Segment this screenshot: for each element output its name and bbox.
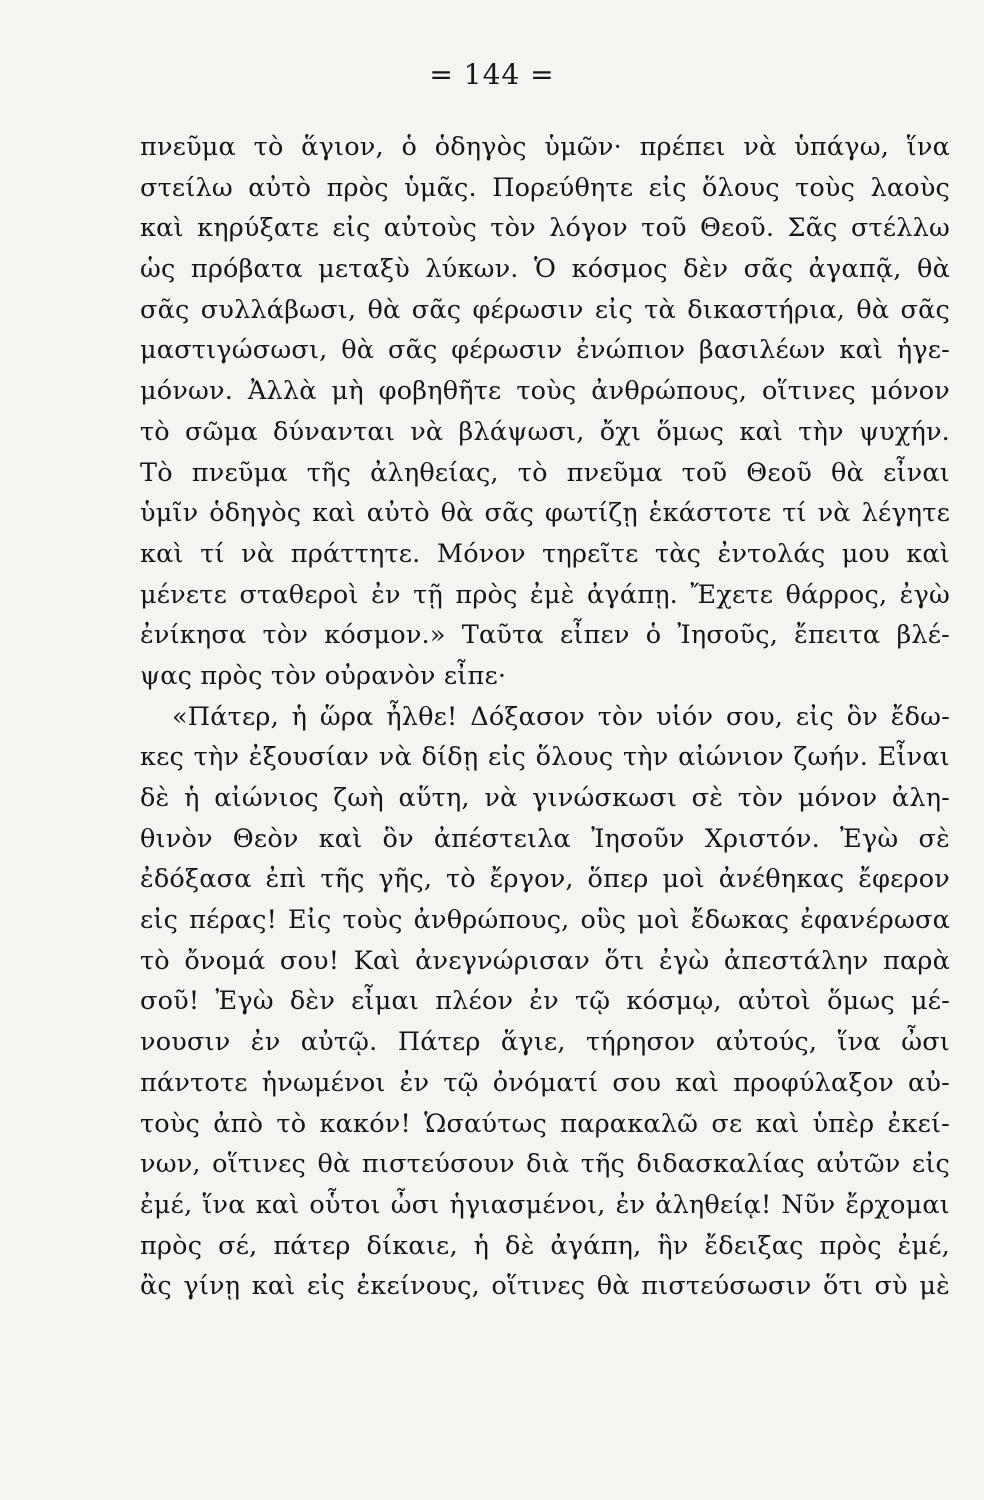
text-line: πρὸς σέ, πάτερ δίκαιε, ἡ δὲ ἀγάπη, ἣν ἔδειξας πρὸς ἐμέ, bbox=[140, 1230, 950, 1261]
text-line: πνεῦμα τὸ ἅγιον, ὁ ὁδηγὸς ὑμῶν· πρέπει νὰ ὑπάγω, ἵνα bbox=[140, 132, 950, 162]
text-line: πάντοτε ἡνωμένοι ἐν τῷ ὀνόματί σου καὶ προφύλαξον αὐ- bbox=[140, 1067, 950, 1098]
text-line: σοῦ! Ἐγὼ δὲν εἶμαι πλέον ἐν τῷ κόσμῳ, αὐτοὶ ὅμως μέ- bbox=[140, 986, 950, 1017]
text-line: τὸ σῶμα δύνανται νὰ βλάψωσι, ὄχι ὅμως καὶ τὴν ψυχήν. bbox=[140, 416, 950, 447]
text-line: ὡς πρόβατα μεταξὺ λύκων. Ὁ κόσμος δὲν σᾶς ἀγαπᾷ, θὰ bbox=[140, 254, 950, 285]
body-text bbox=[140, 127, 950, 1307]
text-line: θινὸν Θεὸν καὶ ὃν ἀπέστειλα Ἰησοῦν Χριστόν. Ἐγὼ σὲ bbox=[140, 823, 950, 854]
page-number: = 144 = bbox=[429, 58, 555, 91]
text-line: νων, οἵτινες θὰ πιστεύσουν διὰ τῆς διδασκαλίας αὐτῶν εἰς bbox=[140, 1149, 950, 1180]
text-line: στείλω αὐτὸ πρὸς ὑμᾶς. Πορεύθητε εἰς ὅλους τοὺς λαοὺς bbox=[140, 172, 950, 203]
text-line: σᾶς συλλάβωσι, θὰ σᾶς φέρωσιν εἰς τὰ δικαστήρια, θὰ σᾶς bbox=[140, 294, 950, 325]
text-line: ὑμῖν ὁδηγὸς καὶ αὐτὸ θὰ σᾶς φωτίζῃ ἑκάστοτε τί νὰ λέγητε bbox=[140, 498, 950, 529]
text-line: μαστιγώσωσι, θὰ σᾶς φέρωσιν ἐνώπιον βασιλέων καὶ ἡγε- bbox=[140, 335, 950, 366]
text-line: νουσιν ἐν αὐτῷ. Πάτερ ἅγιε, τήρησον αὐτούς, ἵνα ὦσι bbox=[140, 1027, 950, 1058]
text-line: μόνων. Ἀλλὰ μὴ φοβηθῆτε τοὺς ἀνθρώπους, οἵτινες μόνον bbox=[140, 376, 950, 407]
text-line: Τὸ πνεῦμα τῆς ἀληθείας, τὸ πνεῦμα τοῦ Θεοῦ θὰ εἶναι bbox=[140, 457, 950, 488]
text-line: ἐνίκησα τὸν κόσμον.» Ταῦτα εἶπεν ὁ Ἰησοῦς, ἔπειτα βλέ- bbox=[140, 620, 950, 651]
text-line: ἂς γίνῃ καὶ εἰς ἐκείνους, οἵτινες θὰ πιστεύσωσιν ὅτι σὺ μὲ bbox=[140, 1271, 950, 1302]
text-line: «Πάτερ, ἡ ὥρα ἦλθε! Δόξασον τὸν υἱόν σου, εἰς ὃν ἔδω- bbox=[172, 701, 950, 732]
text-line: καὶ τί νὰ πράττητε. Μόνον τηρεῖτε τὰς ἐντολάς μου καὶ bbox=[140, 538, 950, 569]
text-line: κες τὴν ἐξουσίαν νὰ δίδῃ εἰς ὅλους τὴν αἰώνιον ζωήν. Εἶναι bbox=[140, 742, 950, 773]
text-line: εἰς πέρας! Εἰς τοὺς ἀνθρώπους, οὓς μοὶ ἔδωκας ἐφανέρωσα bbox=[140, 905, 950, 936]
text-line: ψας πρὸς τὸν οὐρανὸν εἶπε· bbox=[140, 660, 507, 691]
text-line: δὲ ἡ αἰώνιος ζωὴ αὕτη, νὰ γινώσκωσι σὲ τὸν μόνον ἀλη- bbox=[140, 783, 950, 813]
text-line: τοὺς ἀπὸ τὸ κακόν! Ὡσαύτως παρακαλῶ σε καὶ ὑπὲρ ἐκεί- bbox=[140, 1108, 950, 1139]
text-line: τὸ ὄνομά σου! Καὶ ἀνεγνώρισαν ὅτι ἐγὼ ἀπεστάλην παρὰ bbox=[140, 945, 950, 976]
text-line: μένετε σταθεροὶ ἐν τῇ πρὸς ἐμὲ ἀγάπῃ. Ἔχετε θάρρος, ἐγὼ bbox=[140, 579, 950, 610]
text-line: ἐδόξασα ἐπὶ τῆς γῆς, τὸ ἔργον, ὅπερ μοὶ ἀνέθηκας ἔφερον bbox=[140, 864, 950, 895]
text-line: ἐμέ, ἵνα καὶ οὗτοι ὦσι ἡγιασμένοι, ἐν ἀληθείᾳ! Νῦν ἔρχομαι bbox=[140, 1189, 950, 1220]
text-line: καὶ κηρύξατε εἰς αὐτοὺς τὸν λόγον τοῦ Θεοῦ. Σᾶς στέλλω bbox=[140, 213, 950, 244]
